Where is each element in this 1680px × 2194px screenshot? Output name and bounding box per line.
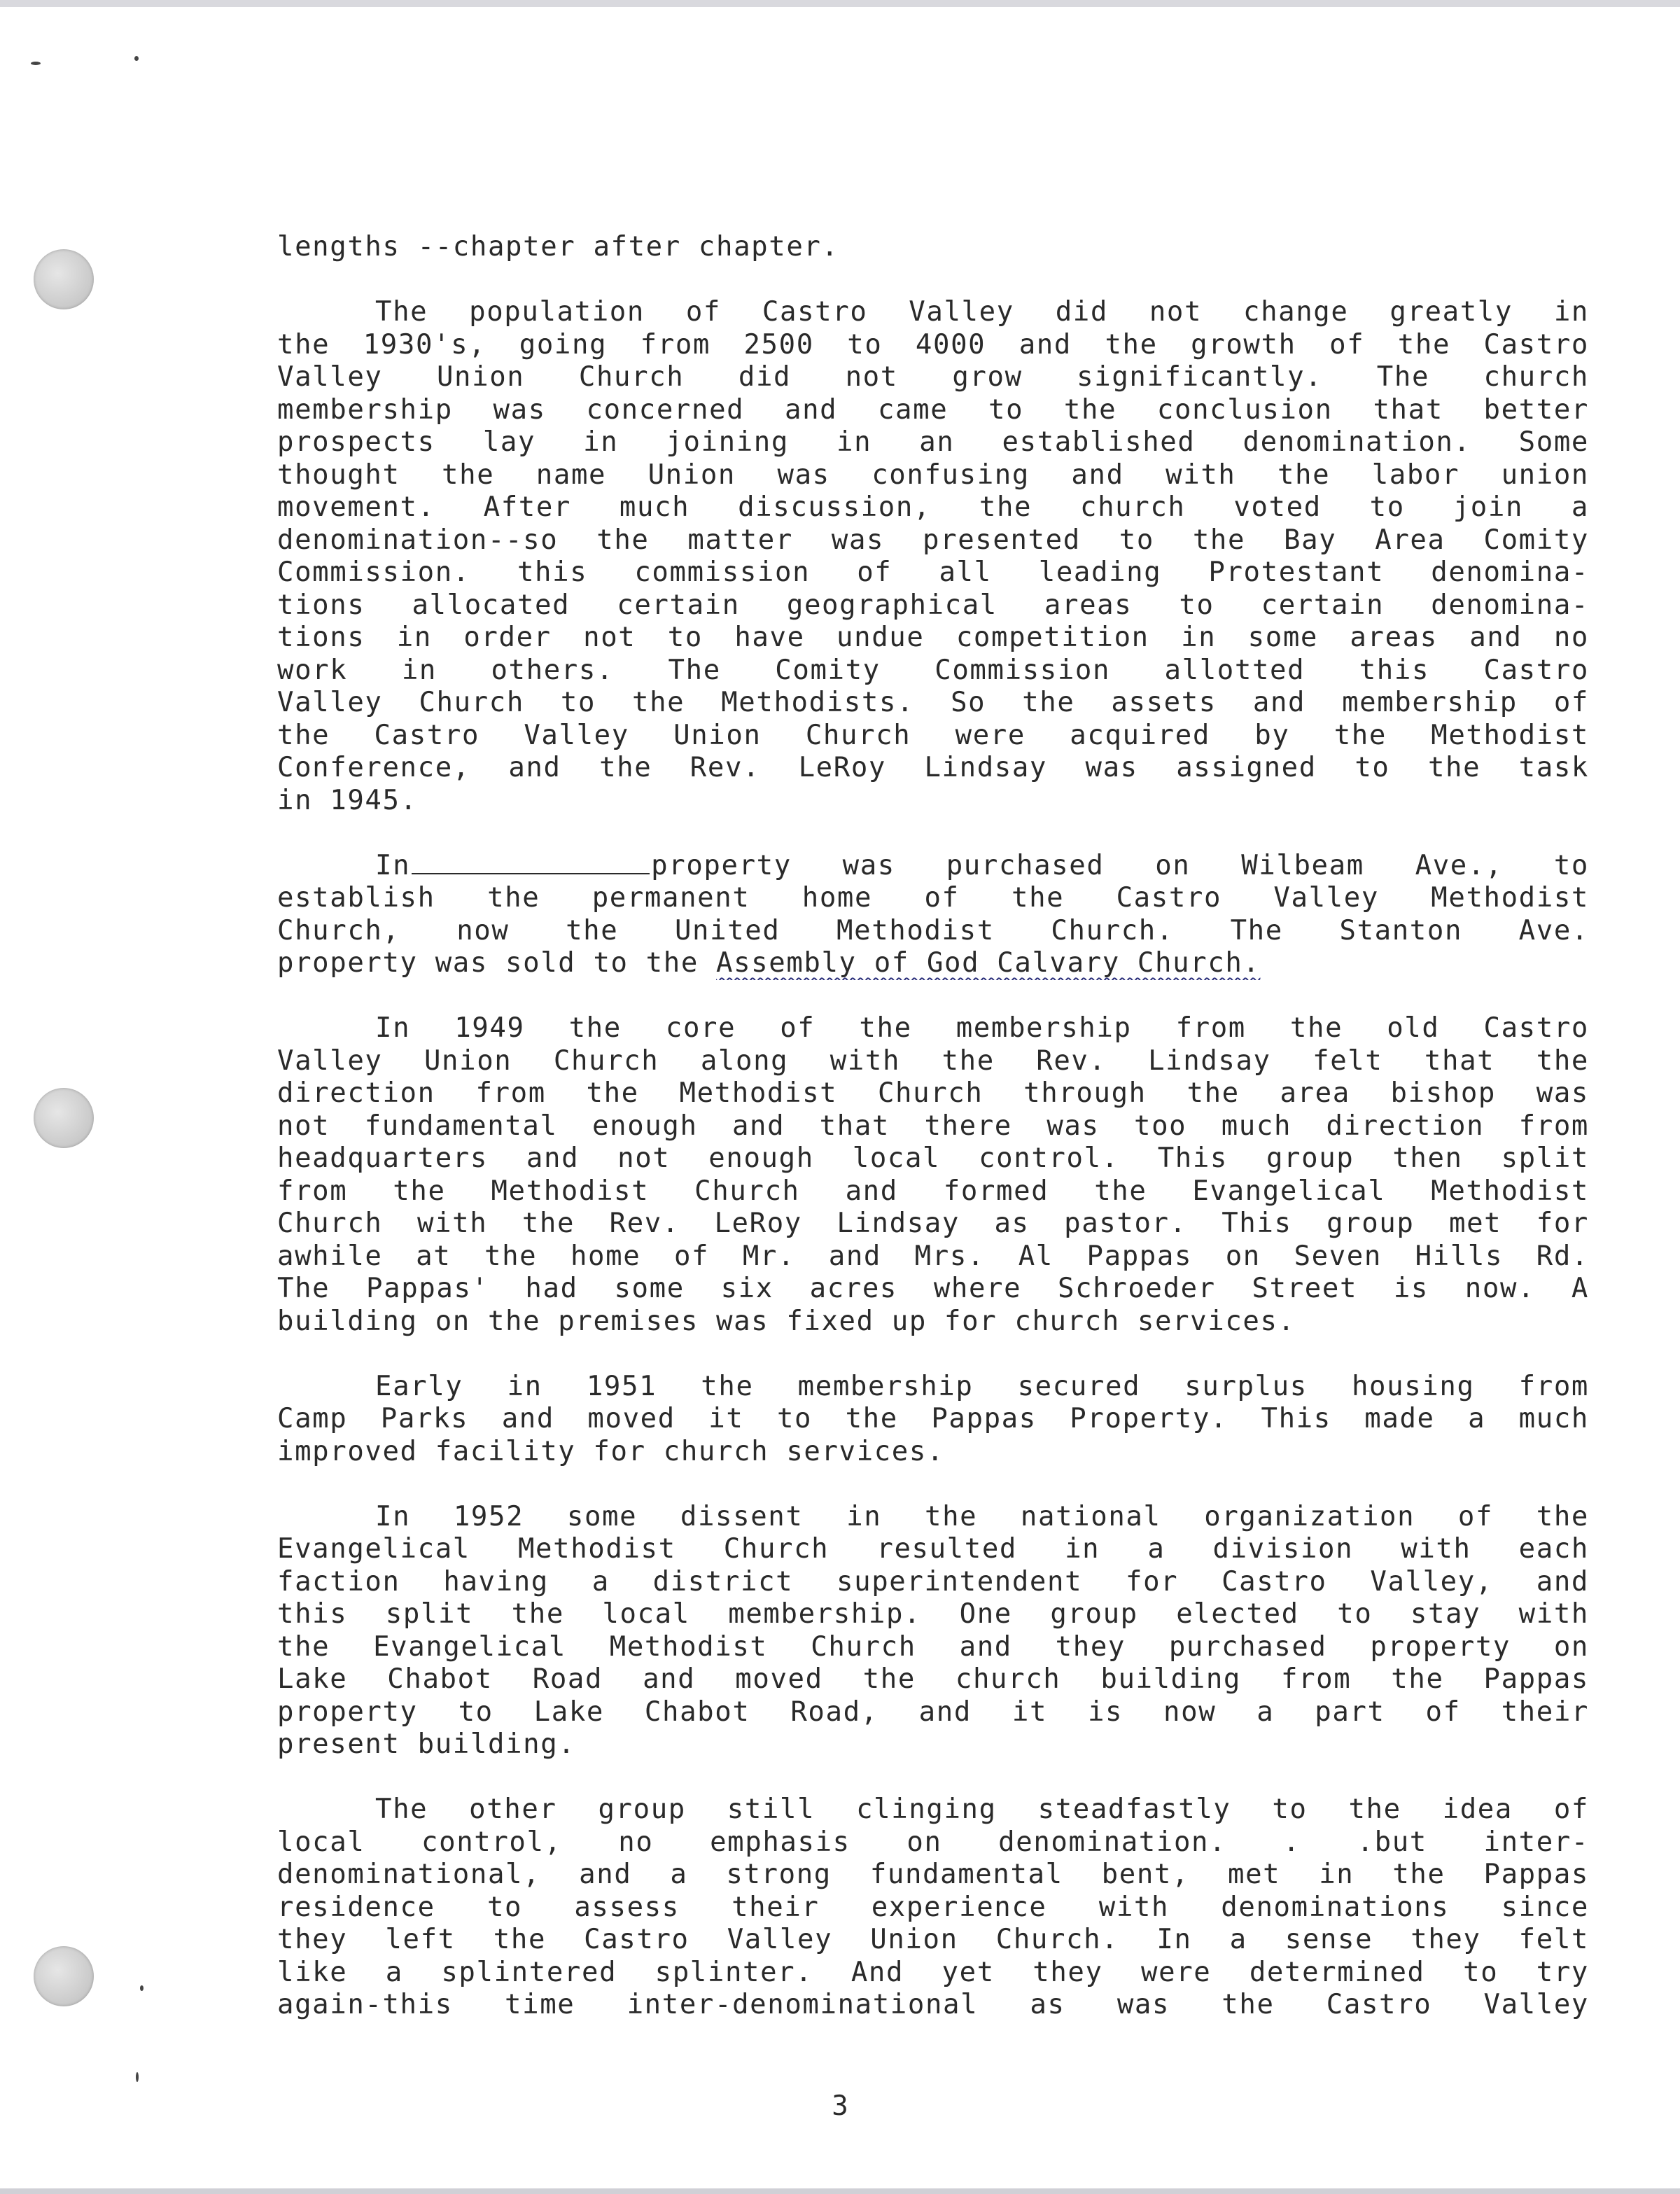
text-fragment: property was purchased on Wilbeam Ave., to	[651, 849, 1589, 881]
text-line: like a splintered splinter. And yet they were determined to try	[277, 1956, 1589, 1988]
text-line: tions allocated certain geographical areas to certain denomina-	[277, 589, 1589, 621]
text-line: the Castro Valley Union Church were acquired by the Methodist	[277, 719, 1589, 751]
text-line: Conference, and the Rev. LeRoy Lindsay was assigned to the task	[277, 752, 1589, 783]
text-line: in 1945.	[277, 784, 418, 816]
text-line: denomination--so the matter was presented to the Bay Area Comity	[277, 524, 1589, 556]
text-line: work in others. The Comity Commission allotted this Castro	[277, 654, 1589, 686]
text-line: awhile at the home of Mr. and Mrs. Al Pappas on Seven Hills Rd.	[277, 1240, 1589, 1272]
text-line: faction having a district superintendent for Castro Valley, and	[277, 1565, 1589, 1598]
handwritten-underline-annotation: Assembly of God Calvary Church.	[716, 947, 1261, 979]
text-line: tions in order not to have undue competition in some areas and no	[277, 622, 1589, 653]
scan-speck	[134, 56, 139, 61]
scan-speck	[31, 62, 41, 65]
text-line: The Pappas' had some six acres where Schroeder Street is now. A	[277, 1273, 1589, 1304]
text-line: building on the premises was fixed up for church services.	[277, 1305, 1296, 1337]
text-line: membership was concerned and came to the conclusion that better	[277, 393, 1589, 426]
text-line: movement. After much discussion, the church voted to join a	[277, 491, 1589, 523]
scan-speck	[136, 2072, 139, 2082]
blank-date-field	[412, 852, 650, 874]
text-line: prospects lay in joining in an established denomination. Some	[277, 426, 1589, 458]
text-line: the Evangelical Methodist Church and they purchased property on	[277, 1630, 1589, 1663]
text-line: direction from the Methodist Church through the area bishop was	[277, 1077, 1589, 1109]
text-line: from the Methodist Church and formed the Evangelical Methodist	[277, 1175, 1589, 1207]
text-line: the 1930's, going from 2500 to 4000 and the growth of the Castro	[277, 328, 1589, 361]
text-line: Evangelical Methodist Church resulted in a division with each	[277, 1533, 1589, 1565]
text-line: Church, now the United Methodist Church. The Stanton Ave.	[277, 914, 1589, 946]
text-line: headquarters and not enough local control. This group then split	[277, 1143, 1589, 1174]
text-line: Lake Chabot Road and moved the church building from the Pappas	[277, 1663, 1589, 1695]
text-fragment: In	[375, 849, 411, 881]
text-line: again-this time inter-denominational as was the Castro Valley	[277, 1989, 1589, 2020]
text-line: denominational, and a strong fundamental bent, met in the Pappas	[277, 1859, 1589, 1890]
text-line: Camp Parks and moved it to the Pappas Property. This made a much	[277, 1403, 1589, 1434]
punch-hole-top	[34, 249, 94, 309]
scan-edge-top	[0, 0, 1680, 7]
scan-speck	[140, 1985, 144, 1991]
punch-hole-bottom	[34, 1946, 94, 2006]
scan-edge-bottom	[0, 2188, 1680, 2194]
text-line: Valley Church to the Methodists. So the assets and membership of	[277, 687, 1589, 718]
text-line: The other group still clinging steadfastly to the idea of	[375, 1794, 1589, 1825]
text-line: this split the local membership. One group elected to stay with	[277, 1598, 1589, 1630]
text-line: establish the permanent home of the Castro Valley Methodist	[277, 882, 1589, 914]
page-number: 3	[832, 2090, 848, 2122]
text-line: residence to assess their experience with denominations since	[277, 1891, 1589, 1923]
text-line: property to Lake Chabot Road, and it is now a part of their	[277, 1696, 1589, 1728]
text-line: improved facility for church services.	[277, 1435, 945, 1467]
text-line: Valley Union Church did not grow significantly. The church	[277, 361, 1589, 393]
text-line: lengths --chapter after chapter.	[277, 231, 839, 263]
text-line: thought the name Union was confusing and with the labor union	[277, 459, 1589, 491]
text-line: Early in 1951 the membership secured surplus housing from	[375, 1370, 1589, 1402]
text-line: The population of Castro Valley did not change greatly in	[375, 296, 1589, 328]
document-body	[277, 231, 1589, 2022]
text-line: they left the Castro Valley Union Church. In a sense they felt	[277, 1924, 1589, 1955]
text-line: present building.	[277, 1728, 576, 1760]
punch-hole-middle	[34, 1088, 94, 1148]
text-line: Valley Union Church along with the Rev. Lindsay felt that the	[277, 1044, 1589, 1077]
text-line: local control, no emphasis on denomination. . .but inter-	[277, 1826, 1589, 1858]
text-line-with-blank	[277, 850, 1589, 883]
text-line: not fundamental enough and that there was too much direction from	[277, 1110, 1589, 1142]
text-line: In 1952 some dissent in the national organization of the	[375, 1500, 1589, 1532]
text-line: In 1949 the core of the membership from the old Castro	[375, 1012, 1589, 1044]
text-fragment: property was sold to the	[277, 947, 716, 979]
text-line: Church with the Rev. LeRoy Lindsay as pastor. This group met for	[277, 1208, 1589, 1239]
text-line: Commission. this commission of all leading Protestant denomina-	[277, 557, 1589, 588]
text-line-annotated	[277, 947, 1589, 980]
